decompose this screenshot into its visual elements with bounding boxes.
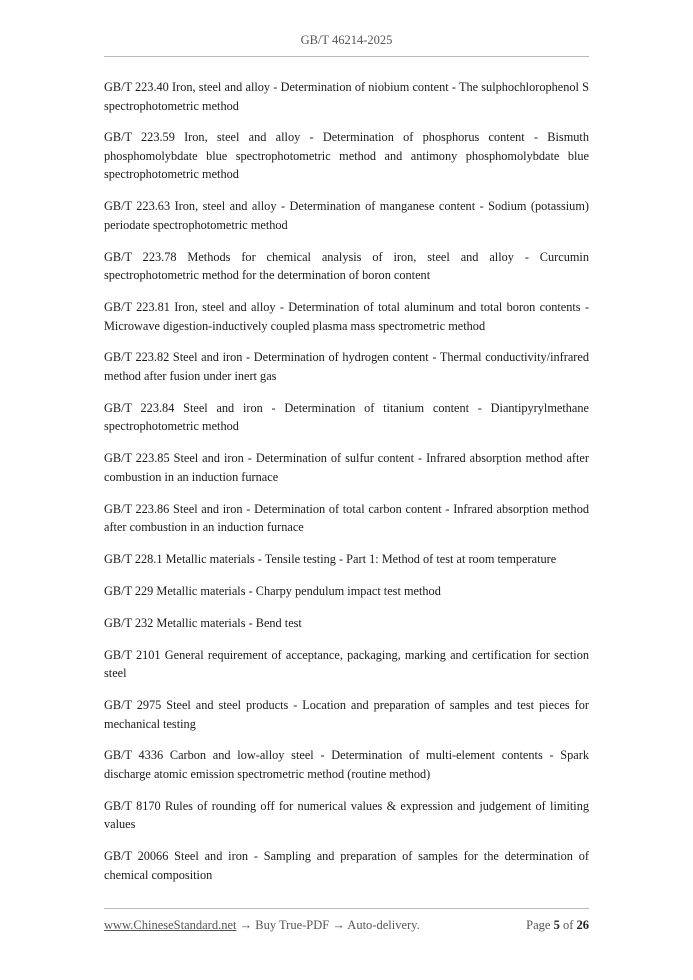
buy-true-pdf-text: Buy True-PDF xyxy=(252,918,333,932)
reference-item: GB/T 2101 General requirement of acceptance, packaging, marking and certification for section steel xyxy=(104,647,589,681)
reference-item: GB/T 223.59 Iron, steel and alloy - Determination of phosphorus content - Bismuth phosphomolybdate blue spectrophotometric method and antimony phosphomolybdate blue spectrophotometric method xyxy=(104,130,589,182)
normative-references-list xyxy=(104,78,589,898)
reference-item: GB/T 229 Metallic materials - Charpy pendulum impact test method xyxy=(104,583,441,598)
current-page: 5 xyxy=(553,918,560,932)
reference-item: GB/T 223.40 Iron, steel and alloy - Determination of niobium content - The sulphochlorophenol S spectrophotometric method xyxy=(104,80,589,113)
reference-item: GB/T 223.78 Methods for chemical analysis of iron, steel and alloy - Curcumin spectrophotometric method for the determination of boron content xyxy=(104,249,589,283)
page-label: Page xyxy=(526,918,551,932)
footer-divider xyxy=(104,908,589,909)
standard-number: GB/T 46214-2025 xyxy=(300,33,393,47)
reference-item: GB/T 2975 Steel and steel products - Location and preparation of samples and test pieces for mechanical testing xyxy=(104,698,589,731)
reference-item: GB/T 223.82 Steel and iron - Determination of hydrogen content - Thermal conductivity/infrared method after fusion under inert gas xyxy=(104,350,589,383)
header-divider xyxy=(104,56,589,57)
auto-delivery-text: Auto-delivery. xyxy=(344,918,420,932)
page-header xyxy=(0,33,693,48)
arrow-right-icon: → xyxy=(239,918,253,932)
reference-item: GB/T 228.1 Metallic materials - Tensile testing - Part 1: Method of test at room temperature xyxy=(104,552,557,567)
reference-item: GB/T 232 Metallic materials - Bend test xyxy=(104,615,302,630)
reference-item: GB/T 223.85 Steel and iron - Determination of sulfur content - Infrared absorption method after combustion in an induction furnace xyxy=(104,451,589,484)
page-of-label: of xyxy=(562,918,574,932)
arrow-right-icon: → xyxy=(332,918,345,932)
site-link[interactable]: www.ChineseStandard.net xyxy=(104,918,237,932)
reference-item: GB/T 223.84 Steel and iron - Determination of titanium content - Diantipyrylmethane spectrophotometric method xyxy=(104,400,589,434)
reference-item: GB/T 223.63 Iron, steel and alloy - Determination of manganese content - Sodium (potassium) periodate spectrophotometric method xyxy=(104,199,589,232)
reference-item: GB/T 20066 Steel and iron - Sampling and preparation of samples for the determination of chemical composition xyxy=(104,849,589,882)
reference-item: GB/T 4336 Carbon and low-alloy steel - Determination of multi-element contents - Spark discharge atomic emission spectrometric method (routine method) xyxy=(104,748,589,781)
footer-promo xyxy=(104,918,420,933)
reference-item: GB/T 223.86 Steel and iron - Determination of total carbon content - Infrared absorption method after combustion in an induction furnace xyxy=(104,501,589,535)
page-number xyxy=(526,918,589,933)
total-pages: 26 xyxy=(576,918,589,932)
reference-item: GB/T 223.81 Iron, steel and alloy - Determination of total aluminum and total boron contents - Microwave digestion-inductively coupled plasma mass spectrometric method xyxy=(104,300,589,333)
reference-item: GB/T 8170 Rules of rounding off for numerical values & expression and judgement of limiting values xyxy=(104,798,589,832)
